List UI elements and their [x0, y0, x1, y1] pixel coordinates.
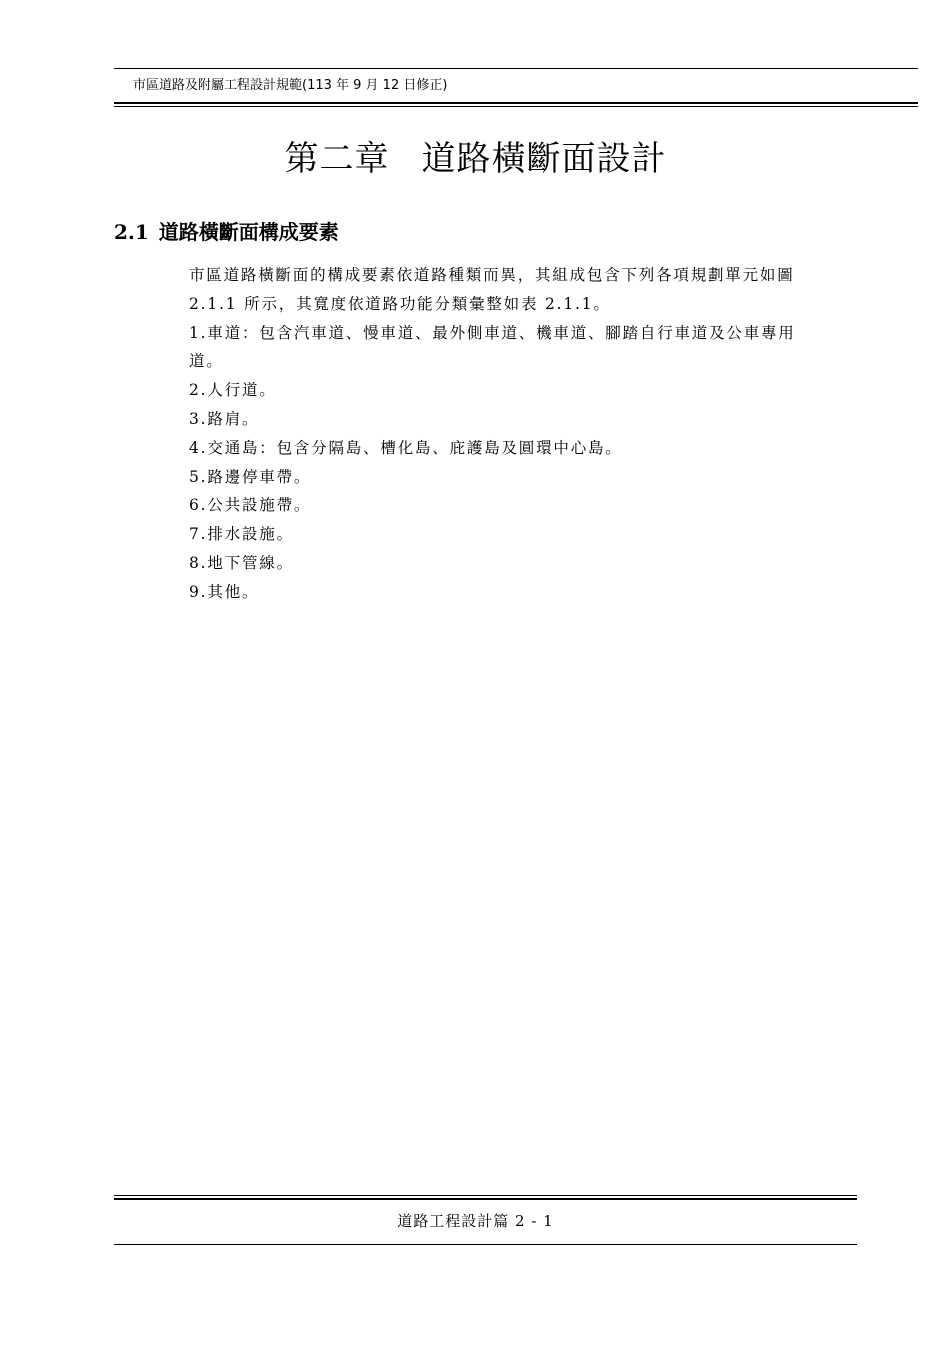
list-item: 4.交通島：包含分隔島、槽化島、庇護島及圓環中心島。	[189, 438, 623, 457]
section-title: 道路橫斷面構成要素	[158, 220, 339, 244]
list-item: 5.路邊停車帶。	[189, 467, 312, 486]
list-item: 9.其他。	[189, 582, 260, 601]
header-top-rule	[114, 68, 918, 69]
list-item: 6.公共設施帶。	[189, 496, 312, 515]
section-heading	[114, 219, 339, 245]
list-item: 8.地下管線。	[189, 553, 294, 572]
header-bottom-rule-thick	[114, 102, 918, 104]
header-bottom-rule-thin	[114, 106, 918, 107]
footer-bottom-rule	[114, 1244, 857, 1245]
footer-top-rule-thick	[114, 1198, 857, 1200]
list-item: 1.車道：包含汽車道、慢車道、最外側車道、機車道、腳踏自行車道及公車專用	[189, 323, 796, 342]
running-header-title: 市區道路及附屬工程設計規範(113 年 9 月 12 日修正)	[133, 78, 448, 93]
chapter-name: 道路橫斷面設計	[421, 139, 667, 179]
list-item: 2.人行道。	[189, 381, 277, 400]
section-body	[189, 261, 855, 607]
page-number-label: 道路工程設計篇 2 - 1	[397, 1212, 554, 1230]
chapter-number: 第二章	[284, 139, 390, 179]
footer-top-rule-thin	[114, 1195, 857, 1196]
chapter-title	[0, 137, 951, 181]
section-number: 2.1	[114, 220, 149, 244]
list-item: 3.路肩。	[189, 409, 260, 428]
intro-line-1: 市區道路橫斷面的構成要素依道路種類而異，其組成包含下列各項規劃單元如圖	[189, 266, 795, 284]
list-item: 7.排水設施。	[189, 525, 294, 544]
list-item: 道。	[189, 352, 224, 371]
intro-line-2: 2.1.1 所示，其寬度依道路功能分類彙整如表 2.1.1。	[189, 294, 611, 313]
